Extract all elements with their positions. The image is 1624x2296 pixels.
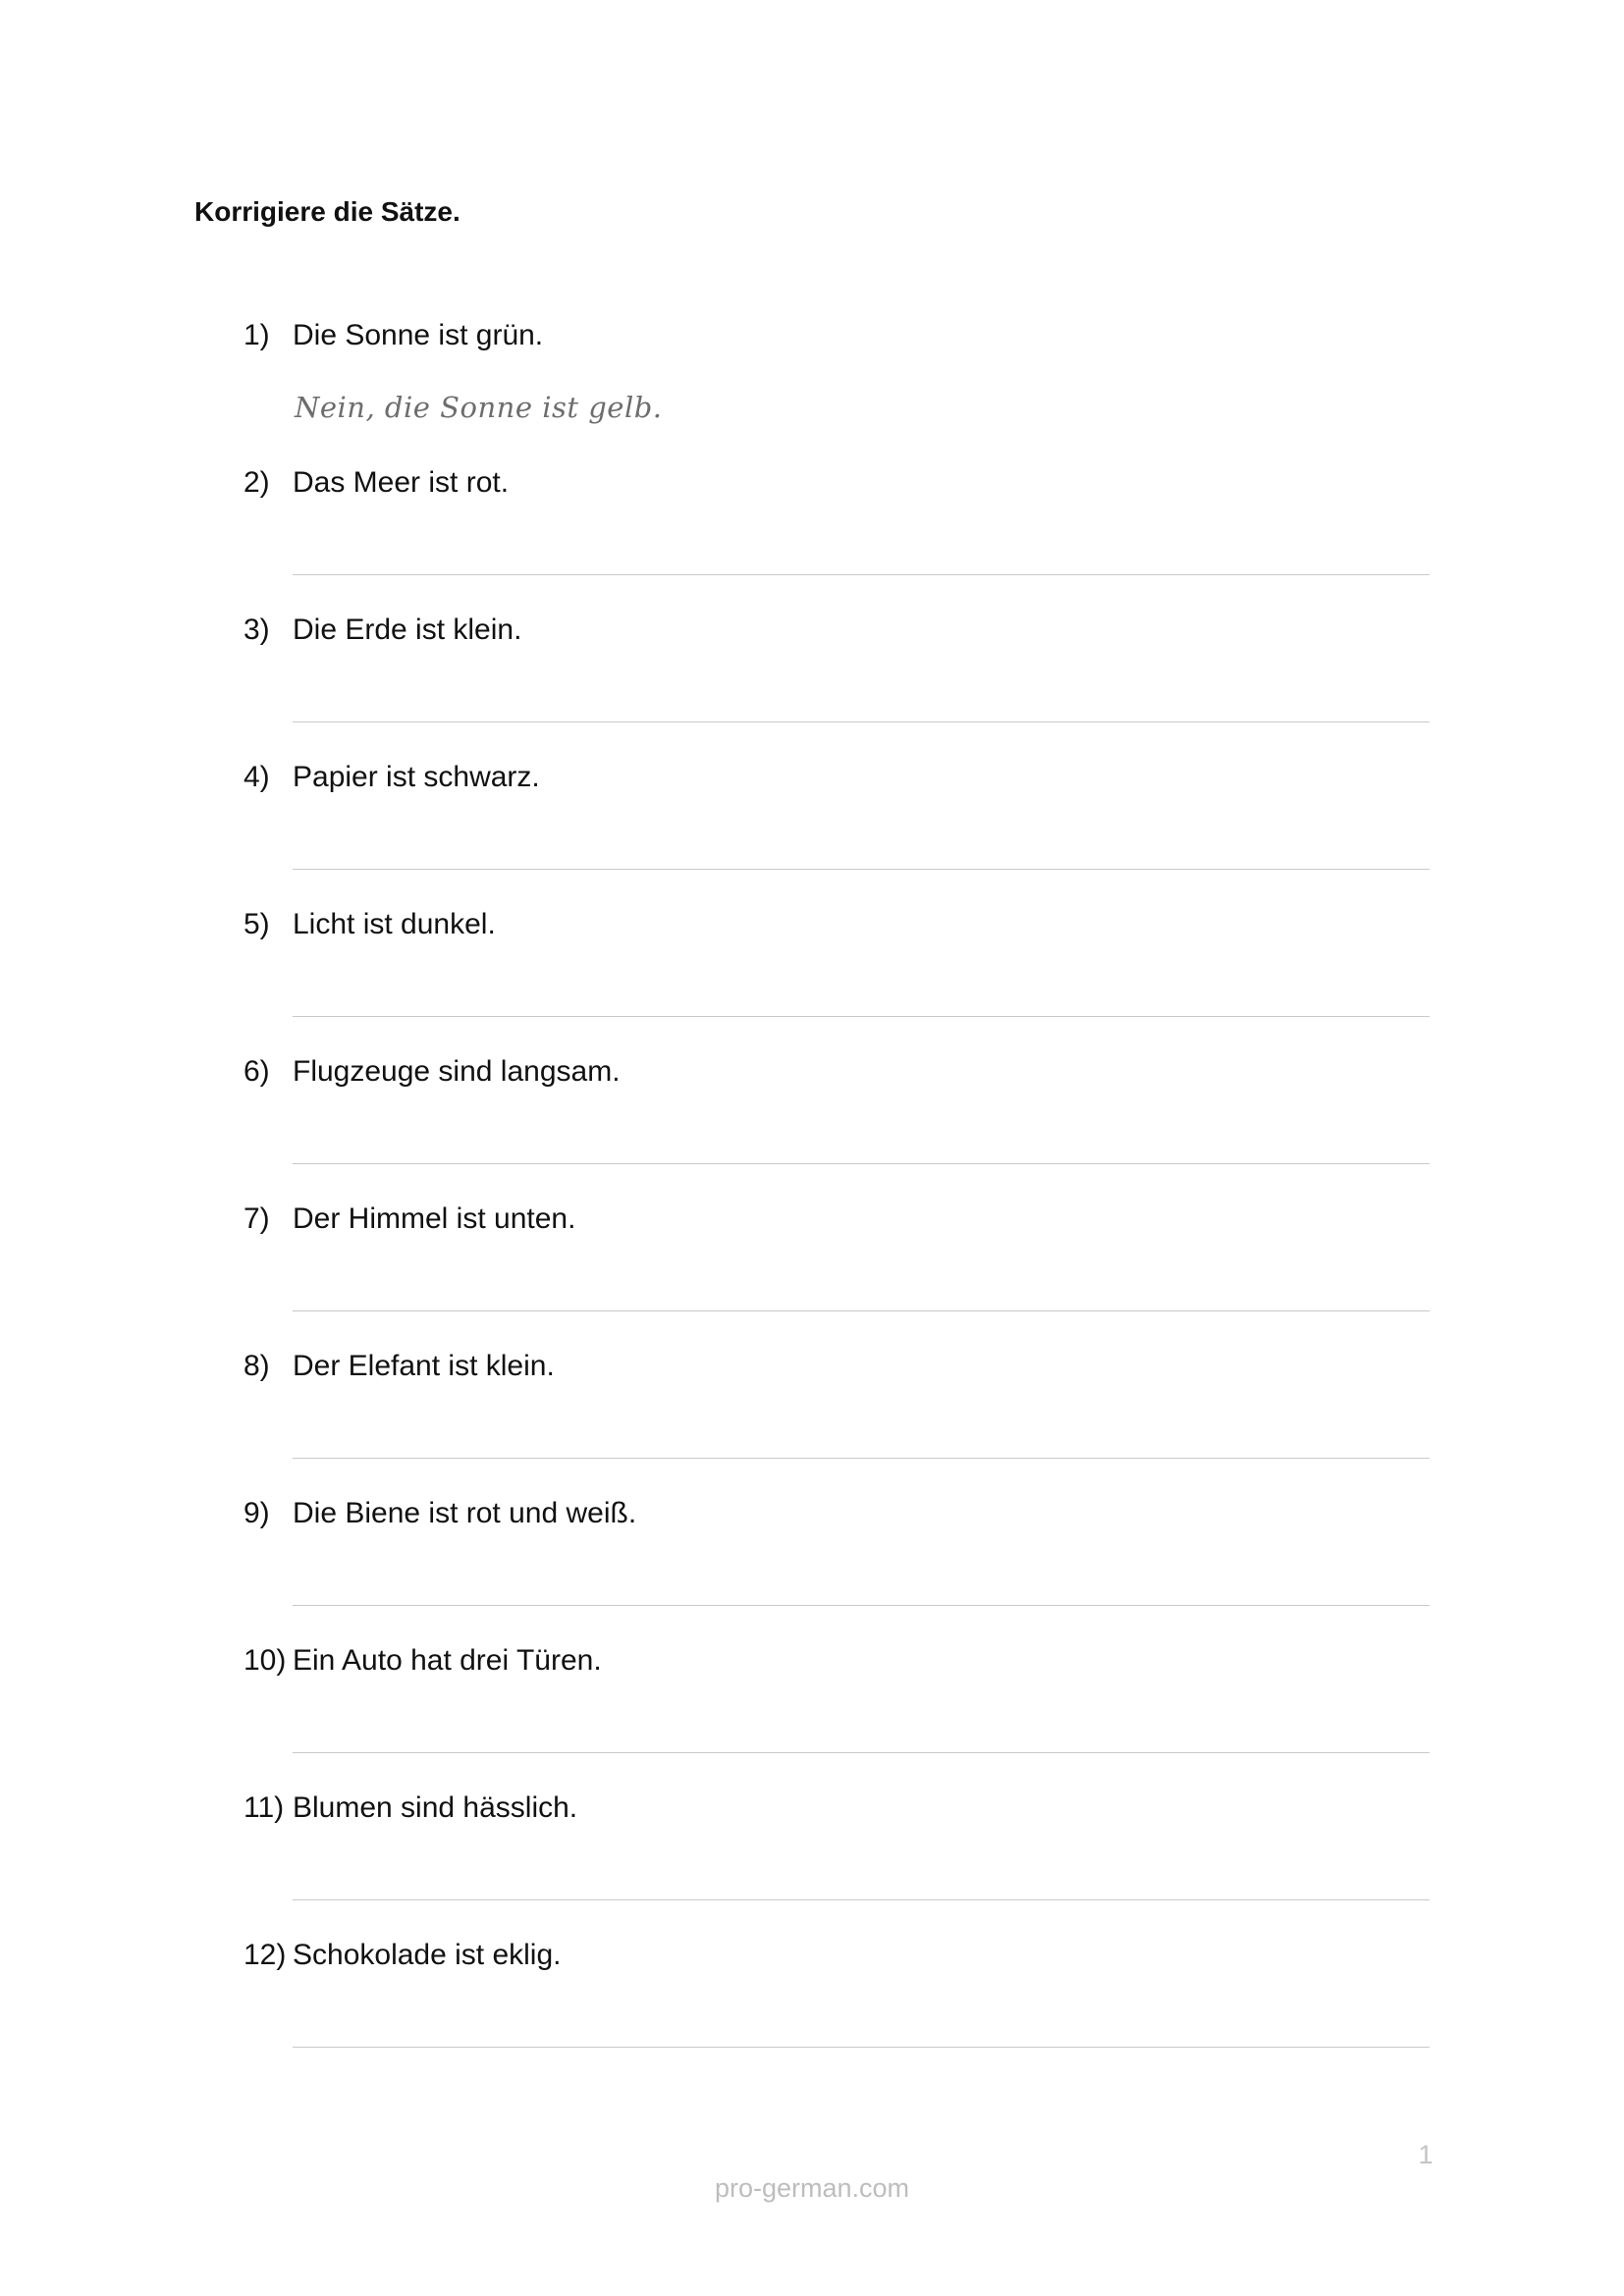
exercise-item <box>0 1493 1624 1640</box>
exercise-number: 11) <box>244 1791 285 1824</box>
exercise-item <box>0 610 1624 757</box>
answer-line[interactable] <box>293 1016 1430 1017</box>
exercise-sentence: Die Biene ist rot und weiß. <box>293 1497 637 1529</box>
answer-line[interactable] <box>293 574 1430 575</box>
exercise-item <box>0 1788 1624 1935</box>
exercise-item <box>0 757 1624 904</box>
exercise-item <box>0 1199 1624 1346</box>
answer-line[interactable] <box>293 869 1430 870</box>
exercise-item <box>0 1935 1624 2082</box>
exercise-number: 7) <box>244 1202 270 1235</box>
exercise-number: 4) <box>244 761 270 793</box>
exercise-item <box>0 315 1624 462</box>
exercise-sentence: Licht ist dunkel. <box>293 908 496 940</box>
answer-line[interactable] <box>293 1605 1430 1606</box>
answer-line[interactable] <box>293 2047 1430 2048</box>
exercise-number: 2) <box>244 466 270 499</box>
page-title: Korrigiere die Sätze. <box>194 196 460 227</box>
exercise-sentence: Flugzeuge sind langsam. <box>293 1055 621 1088</box>
exercise-number: 6) <box>244 1055 270 1088</box>
exercise-number: 1) <box>244 319 270 351</box>
exercise-number: 5) <box>244 908 270 940</box>
exercise-sentence: Die Sonne ist grün. <box>293 319 544 351</box>
footer-website: pro-german.com <box>714 2173 910 2203</box>
exercise-number: 10) <box>244 1644 287 1677</box>
exercise-item <box>0 1051 1624 1199</box>
page-number: 1 <box>1418 2140 1434 2169</box>
exercise-number: 8) <box>244 1350 270 1382</box>
exercise-sentence: Die Erde ist klein. <box>293 614 522 646</box>
exercise-sentence: Schokolade ist eklig. <box>293 1939 562 1971</box>
answer-line[interactable] <box>293 1899 1430 1900</box>
exercise-item <box>0 1346 1624 1493</box>
exercise-number: 9) <box>244 1497 270 1529</box>
exercise-sentence: Der Elefant ist klein. <box>293 1350 555 1382</box>
answer-line[interactable] <box>293 1310 1430 1311</box>
exercise-item <box>0 904 1624 1051</box>
exercise-number: 12) <box>244 1939 287 1971</box>
exercise-sentence: Blumen sind hässlich. <box>293 1791 578 1824</box>
exercise-sentence: Papier ist schwarz. <box>293 761 540 793</box>
answer-line[interactable] <box>293 721 1430 722</box>
exercise-sentence: Ein Auto hat drei Türen. <box>293 1644 602 1677</box>
answer-line[interactable] <box>293 1752 1430 1753</box>
answer-line[interactable] <box>293 1163 1430 1164</box>
exercise-sentence: Der Himmel ist unten. <box>293 1202 576 1235</box>
exercise-item <box>0 1640 1624 1788</box>
answer-line[interactable] <box>293 1458 1430 1459</box>
example-answer: Nein, die Sonne ist gelb. <box>295 391 663 424</box>
exercise-number: 3) <box>244 614 270 646</box>
exercise-item <box>0 462 1624 610</box>
exercise-sentence: Das Meer ist rot. <box>293 466 510 499</box>
